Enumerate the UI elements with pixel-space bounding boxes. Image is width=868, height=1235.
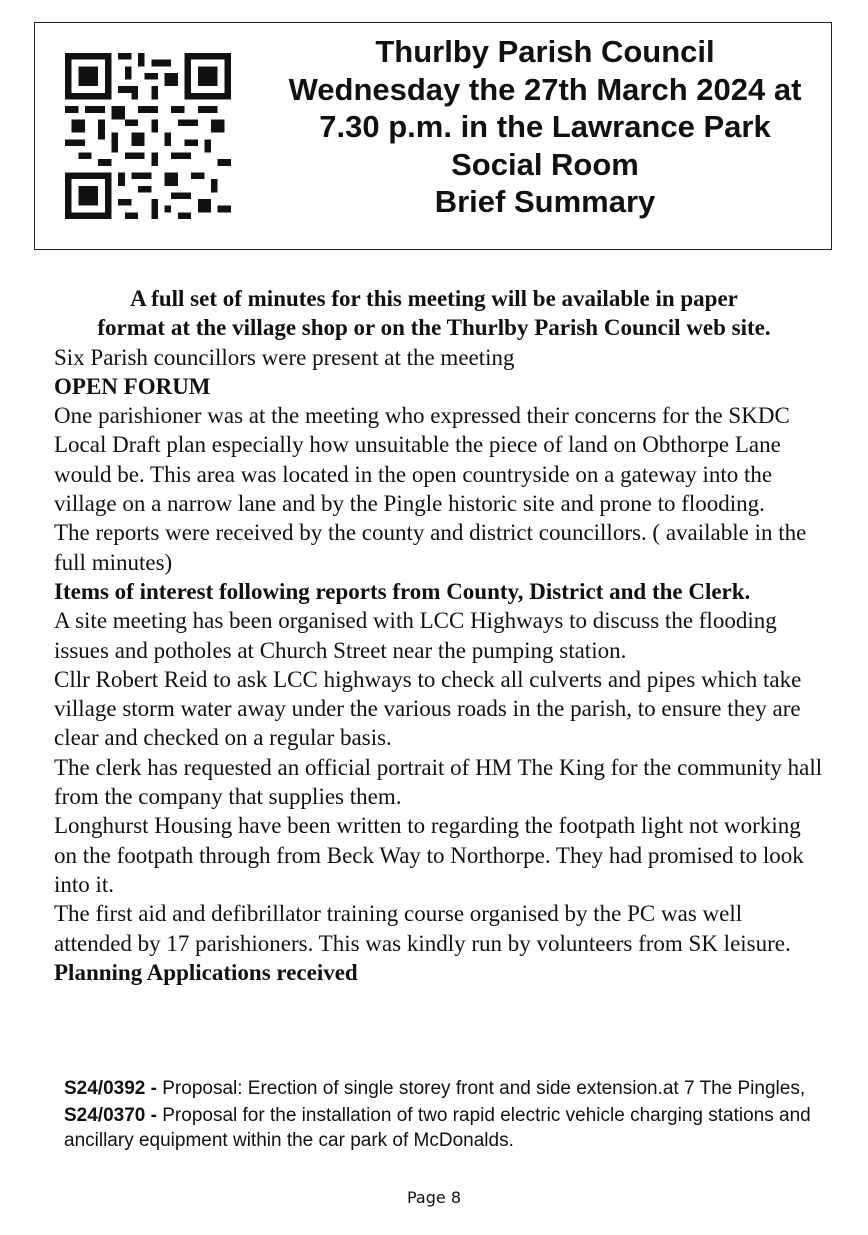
application-ref: S24/0370 - [64, 1105, 163, 1126]
intro-notice [0, 284, 868, 343]
planning-application [64, 1103, 814, 1153]
planning-heading: Planning Applications received [54, 959, 358, 985]
open-forum-paragraph: One parishioner was at the meeting who expressed their concerns for the SKDC Local Draft plan especially how unsuitable the piece of land on Obthorpe Lane would be. This area was located in the open countryside on a gateway into the village on a narrow lane and by the Pingle historic site and prone to flooding. [54, 403, 790, 517]
title-line: Wednesday the 27th March 2024 at [288, 71, 802, 107]
open-forum-heading: OPEN FORUM [54, 373, 211, 399]
item-paragraph: A site meeting has been organised with LCC Highways to discuss the flooding issues and potholes at Church Street near the pumping station. [54, 608, 777, 663]
header-box [34, 22, 832, 250]
planning-application [64, 1076, 814, 1101]
item-paragraph: The first aid and defibrillator training course organised by the PC was well attended by 17 parishioners. This was kindly run by volunteers from SK leisure. [54, 901, 791, 956]
application-ref: S24/0392 - [64, 1078, 163, 1099]
intro-line: A full set of minutes for this meeting will be available in paper [130, 286, 738, 311]
intro-line: format at the village shop or on the Thurlby Parish Council web site. [97, 315, 771, 341]
document-title [265, 33, 825, 221]
item-paragraph: Longhurst Housing have been written to regarding the footpath light not working on the footpath through from Beck Way to Northorpe. They had promised to look into it. [54, 813, 804, 897]
item-paragraph: Cllr Robert Reid to ask LCC highways to check all culverts and pipes which take village storm water away under the various roads in the parish, to ensure they are clear and checked on a regular basis. [54, 666, 802, 751]
application-text: Proposal for the installation of two rapid electric vehicle charging stations and ancillary equipment within the car park of McDonalds. [64, 1105, 811, 1151]
qr-code-icon[interactable] [65, 53, 231, 219]
planning-applications [64, 1076, 814, 1155]
reports-paragraph: The reports were received by the county and district councillors. ( available in the full minutes) [54, 520, 807, 575]
title-line: Thurlby Parish Council [375, 34, 715, 69]
attendance-text: Six Parish councillors were present at the meeting [54, 344, 515, 370]
summary-body [54, 284, 824, 987]
item-paragraph: The clerk has requested an official portrait of HM The King for the community hall from the company that supplies them. [54, 754, 823, 810]
application-text: Proposal: Erection of single storey front and side extension.at 7 The Pingles, [162, 1078, 806, 1099]
page-number: Page 8 [407, 1188, 461, 1207]
title-line: Brief Summary [434, 184, 656, 219]
title-line: 7.30 p.m. in the Lawrance Park [319, 109, 771, 144]
items-heading: Items of interest following reports from County, District and the Clerk. [54, 578, 751, 604]
title-line: Social Room [451, 146, 639, 182]
